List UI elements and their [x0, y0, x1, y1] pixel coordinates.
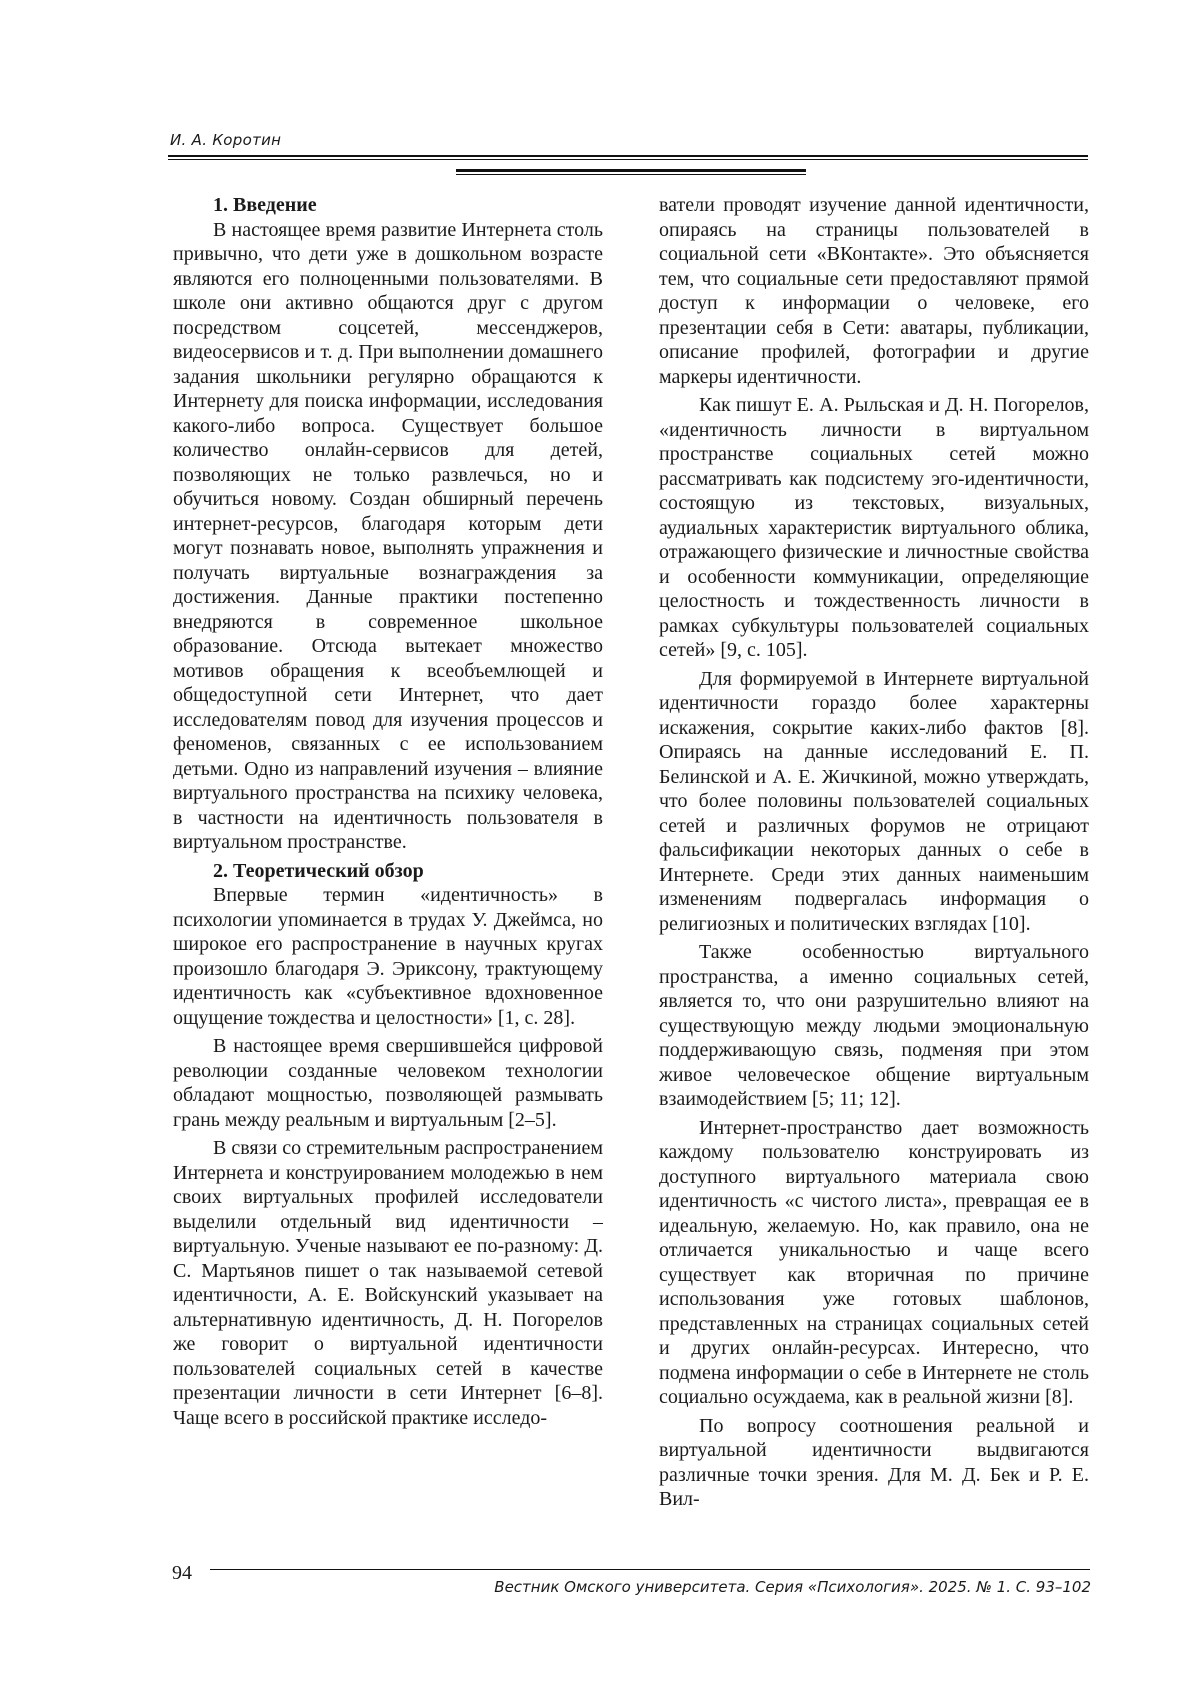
ornament-rule — [456, 169, 806, 172]
paragraph: Впервые термин «идентичность» в психологии упоминается в трудах У. Джеймса, но широкое его распространение в научных кругах произошло благодаря Э. Эриксону, трактующему идентичность как «субъективное вдохновенное ощущение тождества и целостности» [1, с. 28]. — [173, 884, 603, 1029]
paragraph-continued: ватели проводят изучение данной идентичности, опираясь на страницы пользователей в социальной сети «ВКонтакте». Это объясняется тем, что социальные сети предоставляют прямой доступ к информации о человеке, его презентации себя в Сети: аватары, публикации, описание профилей, фотографии и другие маркеры идентичности. — [659, 194, 1089, 388]
paragraph: В настоящее время свершившейся цифровой революции созданные человеком технологии обладают мощностью, позволяющей размывать грань между реальным и виртуальным [2–5]. — [173, 1035, 603, 1131]
left-column — [173, 193, 603, 1545]
ornament-rule-thin — [456, 174, 806, 175]
page-number: 94 — [172, 1562, 192, 1584]
right-column — [659, 193, 1089, 1545]
section-heading-theory: 2. Теоретический обзор — [213, 859, 424, 882]
paragraph: Также особенностью виртуального пространства, а именно социальных сетей, является то, что они разрушительно влияют на существующую между людьми эмоциональную поддерживающую связь, подменяя при этом живое человеческое общение виртуальным взаимодействием [5; 11; 12]. — [659, 941, 1089, 1110]
paragraph: По вопросу соотношения реальной и виртуальной идентичности выдвигаются различные точки зрения. Для М. Д. Бек и Р. Е. Вил- — [659, 1414, 1089, 1510]
paragraph: Интернет-пространство дает возможность каждому пользователю конструировать из доступного виртуального материала свою идентичность «с чистого листа», превращая ее в идеальную, желаемую. Но, как правило, она не отличается уникальностью и чаще всего существует как вторичная по причине использования уже готовых шаблонов, представленных на страницах социальных сетей и других онлайн-ресурсах. Интересно, что подмена информации о себе в Интернете не столь социально осуждаема, как в реальной жизни [8]. — [659, 1116, 1089, 1408]
paragraph: В настоящее время развитие Интернета столь привычно, что дети уже в дошкольном возрасте являются его полноценными пользователями. В школе они активно общаются друг с другом посредством соцсетей, мессенджеров, видеосервисов и т. д. При выполнении домашнего задания школьники регулярно обращаются к Интернету для поиска информации, исследования какого-либо вопроса. Существует большое количество онлайн-сервисов для детей, позволяющих не только развлечься, но и обучиться новому. Создан обширный перечень интернет-ресурсов, благодаря которым дети могут познавать новое, выполнять упражнения и получать виртуальные вознаграждения за достижения. Данные практики постепенно внедряются в современное школьное образование. Отсюда вытекает множество мотивов обращения к всеобъемлющей и общедоступной сети Интернет, что дает исследователям повод для изучения процессов и феноменов, связанных с ее использованием детьми. Одно из направлений изучения – влияние виртуального пространства на психику человека, в частности на идентичность пользователя в виртуальном пространстве. — [173, 218, 603, 853]
footer-journal-citation: Вестник Омского университета. Серия «Психология». 2025. № 1. С. 93–102 — [494, 1578, 1091, 1596]
paragraph: Как пишут Е. А. Рыльская и Д. Н. Погорелов, «идентичность личности в виртуальном пространстве социальных сетей можно рассматривать как подсистему эго-идентичности, состоящую из текстовых, визуальных, аудиальных характеристик виртуального облика, отражающего физические и личностные свойства и особенности коммуникации, определяющие целостность и тождественность личности в рамках субкультуры пользователей социальных сетей» [9, с. 105]. — [659, 394, 1089, 661]
paragraph: Для формируемой в Интернете виртуальной идентичности гораздо более характерны искажения, сокрытие каких-либо фактов [8]. Опираясь на данные исследований Е. П. Белинской и А. Е. Жичкиной, можно утверждать, что более половины пользователей социальных сетей и различных форумов не отрицают фальсификации некоторых данных о себе в Интернете. Среди этих данных наименьшим изменениям подвергалась информация о религиозных и политических взглядах [10]. — [659, 667, 1089, 935]
footer-rule — [210, 1569, 1090, 1570]
running-header-author: И. А. Коротин — [170, 131, 282, 149]
section-heading-introduction: 1. Введение — [213, 194, 317, 216]
header-rule — [168, 155, 1088, 160]
paragraph: В связи со стремительным распространением Интернета и конструированием молодежью в нем своих виртуальных профилей исследователи выделили отдельный вид идентичности – виртуальную. Ученые называют ее по-разному: Д. С. Мартьянов пишет о так называемой сетевой идентичности, А. Е. Войскунский указывает на альтернативную идентичность, Д. Н. Погорелов же говорит о виртуальной идентичности пользователей социальных сетей в качестве презентации личности в сети Интернет [6–8]. Чаще всего в российской практике исследо- — [173, 1137, 603, 1429]
